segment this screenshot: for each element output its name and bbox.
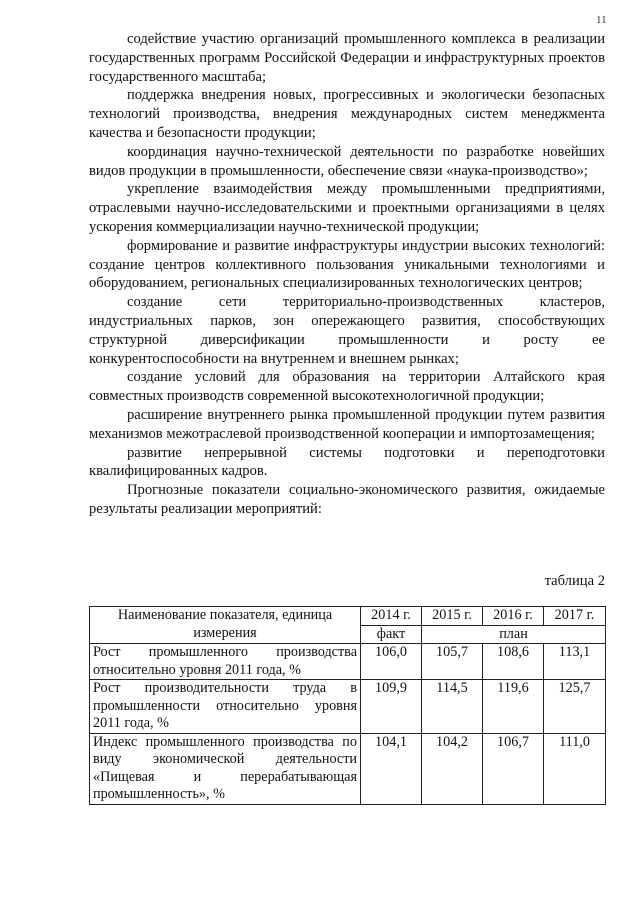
column-header-year: 2017 г.	[544, 607, 606, 626]
row-value: 106,0	[361, 644, 422, 680]
paragraph: развитие непрерывной системы подготовки и переподготовки квалифицированных кадров.	[89, 444, 605, 480]
table-row	[90, 680, 606, 734]
row-value: 114,5	[422, 680, 483, 734]
row-value: 119,6	[483, 680, 544, 734]
row-value: 125,7	[544, 680, 606, 734]
paragraph: создание условий для образования на территории Алтайского края совместных производств современной высокотехнологичной продукции;	[89, 369, 605, 405]
column-header-year: 2014 г.	[361, 607, 422, 626]
row-value: 108,6	[483, 644, 544, 680]
paragraph: создание сети территориально-производственных кластеров, индустриальных парков, зон опережающего развития, способствующих структурной диверсификации промышленности и росту ее конкурентоспособности на внутреннем и внешнем рынках;	[89, 294, 605, 367]
row-value: 104,2	[422, 733, 483, 804]
subheader-fact: факт	[361, 625, 422, 644]
page-number: 11	[596, 14, 607, 26]
row-name: Индекс промышленного производства по виду экономической деятельности «Пищевая и перерабатывающая промышленность», %	[90, 733, 361, 804]
row-value: 104,1	[361, 733, 422, 804]
column-header-name: Наименование показателя, единица измерения	[90, 607, 361, 644]
row-value: 106,7	[483, 733, 544, 804]
row-value: 113,1	[544, 644, 606, 680]
column-header-year: 2016 г.	[483, 607, 544, 626]
subheader-plan: план	[422, 625, 606, 644]
paragraph: Прогнозные показатели социально-экономического развития, ожидаемые результаты реализации мероприятий:	[89, 482, 605, 517]
body-text	[89, 30, 605, 519]
paragraph: содействие участию организаций промышленного комплекса в реализации государственных программ Российской Федерации и инфраструктурных проектов государственного масштаба;	[89, 31, 605, 85]
paragraph: поддержка внедрения новых, прогрессивных и экологически безопасных технологий производства, внедрения международных систем менеджмента качества и безопасности продукции;	[89, 87, 605, 141]
table-caption: таблица 2	[544, 573, 605, 589]
column-header-year: 2015 г.	[422, 607, 483, 626]
paragraph: укрепление взаимодействия между промышленными предприятиями, отраслевыми научно-исследовательскими и проектными организациями в целях ускорения коммерциализации научно-технической продукции;	[89, 181, 605, 235]
row-name: Рост производительности труда в промышленности относительно уровня 2011 года, %	[90, 680, 361, 734]
row-name: Рост промышленного производства относительно уровня 2011 года, %	[90, 644, 361, 680]
paragraph: формирование и развитие инфраструктуры индустрии высоких технологий: создание центров коллективного пользования уникальными технологиями и оборудованием, региональных специализированных технологических центров;	[89, 237, 605, 292]
paragraph: расширение внутреннего рынка промышленной продукции путем развития механизмов межотраслевой производственной кооперации и импортозамещения;	[89, 406, 605, 442]
row-value: 109,9	[361, 680, 422, 734]
table-header-row	[90, 607, 606, 626]
table-row	[90, 733, 606, 804]
table-row	[90, 644, 606, 680]
paragraph: координация научно-технической деятельности по разработке новейших видов продукции в промышленности, обеспечение связи «наука-производство»;	[89, 143, 605, 179]
row-value: 111,0	[544, 733, 606, 804]
indicators-table	[89, 606, 606, 805]
row-value: 105,7	[422, 644, 483, 680]
